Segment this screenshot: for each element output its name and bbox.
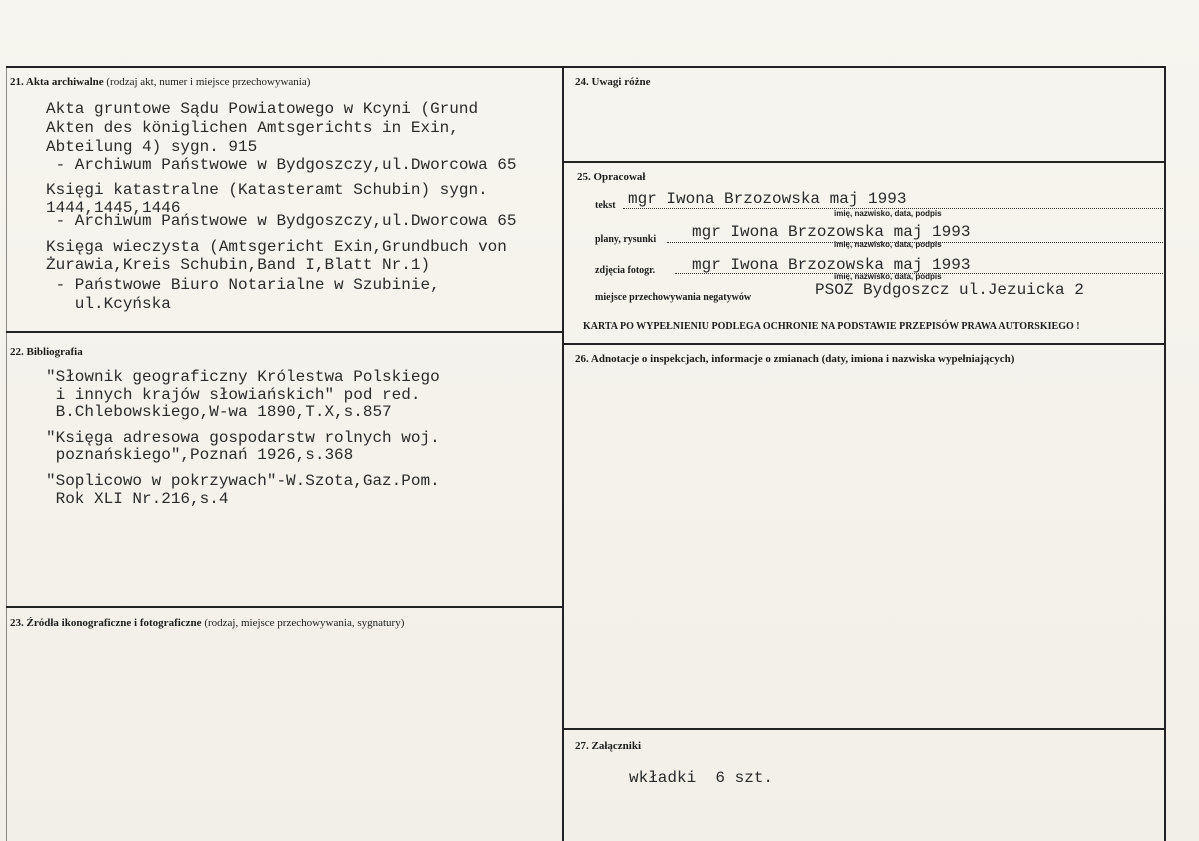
bibliography-line: "Księga adresowa gospodarstw rolnych woj. [46, 429, 440, 447]
section-25-number: 25. [577, 171, 591, 183]
negatywy-label: miejsce przechowywania negatywów [595, 292, 752, 303]
section-27-title: Załączniki [591, 740, 642, 752]
section-22-title: Bibliografia [26, 346, 83, 358]
section-27-header [575, 740, 641, 752]
archive-entry-line: - Archiwum Państwowe w Bydgoszczy,ul.Dworcowa 65 [46, 156, 517, 174]
archive-entry-line: 1444,1445,1446 [46, 199, 181, 217]
tekst-label: tekst [595, 200, 616, 211]
archive-entry-line: ul.Kcyńska [46, 295, 171, 313]
section-26-title: Adnotacje o inspekcjach, informacje o zmianach [590, 353, 819, 365]
zdjecia-label: zdjęcia fotogr. [595, 265, 656, 276]
archive-entry-line: - Archiwum Państwowe w Bydgoszczy,ul.Dworcowa 65 [46, 212, 517, 230]
left-border [6, 66, 7, 841]
divider-25-26 [563, 343, 1165, 345]
archive-entry-line: Akta gruntowe Sądu Powiatowego w Kcyni (Grund [46, 100, 479, 118]
section-22-number: 22. [10, 346, 24, 358]
section-22-header [10, 346, 83, 358]
top-border [6, 66, 1165, 68]
negatywy-value: PSOZ Bydgoszcz ul.Jezuicka 2 [815, 281, 1084, 299]
archive-entry-line: - Państwowe Biuro Notarialne w Szubinie, [46, 276, 440, 294]
bibliography-line: "Słownik geograficzny Królestwa Polskiego [46, 368, 440, 386]
section-26-number: 26. [575, 353, 589, 365]
section-27-number: 27. [575, 740, 589, 752]
divider-22-23 [6, 606, 563, 608]
section-25-title: Opracował [593, 171, 646, 183]
section-23-title: Źródła ikonograficzne i fotograficzne [26, 617, 202, 629]
plany-value: mgr Iwona Brzozowska maj 1993 [692, 223, 971, 241]
zdjecia-caption: imię, nazwisko, data, podpis [834, 272, 942, 281]
divider-21-22 [6, 331, 563, 333]
divider-26-27 [563, 728, 1165, 730]
bibliography-line: Rok XLI Nr.216,s.4 [46, 490, 229, 508]
copyright-notice: KARTA PO WYPEŁNIENIU PODLEGA OCHRONIE NA PODSTAWIE PRZEPISÓW PRAWA AUTORSKIEGO ! [583, 321, 1080, 332]
section-24-title: Uwagi różne [591, 76, 651, 88]
section-24-number: 24. [575, 76, 589, 88]
bibliography-line: B.Chlebowskiego,W-wa 1890,T.X,s.857 [46, 403, 392, 421]
section-26-header [575, 353, 1014, 365]
divider-24-25 [563, 161, 1165, 163]
section-23-header [10, 617, 404, 629]
center-divider [562, 66, 564, 841]
bibliography-line: poznańskiego",Poznań 1926,s.368 [46, 446, 354, 464]
zdjecia-value: mgr Iwona Brzozowska maj 1993 [692, 256, 971, 274]
section-21-subtitle: (rodzaj akt, numer i miejsce przechowywania) [106, 76, 311, 88]
archive-entry-line: Żurawia,Kreis Schubin,Band I,Blatt Nr.1) [46, 256, 431, 274]
section-25-header [577, 171, 645, 183]
archive-entry-line: Księga wieczysta (Amtsgericht Exin,Grundbuch von [46, 238, 507, 256]
section-21-number: 21. [10, 76, 24, 88]
plany-caption: imię, nazwisko, data, podpis [834, 240, 942, 249]
bibliography-line: i innych krajów słowiańskich" pod red. [46, 386, 421, 404]
archive-entry-line: Akten des königlichen Amtsgerichts in Exin, [46, 119, 459, 137]
section-23-subtitle: (rodzaj, miejsce przechowywania, sygnatury) [204, 617, 405, 629]
plany-label: plany, rysunki [595, 234, 657, 245]
section-24-header [575, 76, 650, 88]
tekst-caption: imię, nazwisko, data, podpis [834, 209, 942, 218]
archive-entry-line: Abteilung 4) sygn. 915 [46, 138, 258, 156]
section-26-subtitle: (daty, imiona i nazwiska wypełniających) [821, 353, 1015, 365]
right-border [1164, 66, 1166, 841]
tekst-value: mgr Iwona Brzozowska maj 1993 [628, 190, 907, 208]
bibliography-line: "Soplicowo w pokrzywach"-W.Szota,Gaz.Pom. [46, 472, 440, 490]
attachments-value: wkładki 6 szt. [629, 769, 774, 787]
section-21-header [10, 76, 310, 88]
archive-entry-line: Księgi katastralne (Katasteramt Schubin) sygn. [46, 181, 488, 199]
section-21-title: Akta archiwalne [25, 76, 104, 88]
section-23-number: 23. [10, 617, 24, 629]
